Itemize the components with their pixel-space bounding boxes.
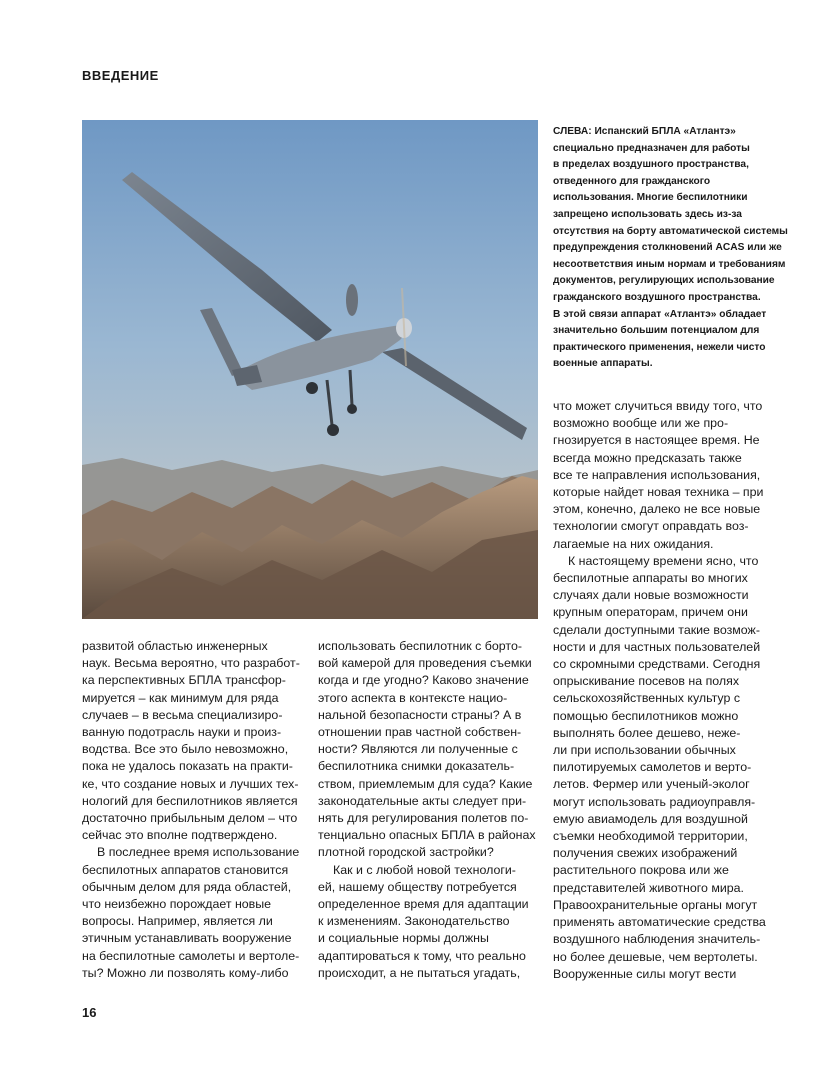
text-line: тенциально опасных БПЛА в районах bbox=[318, 828, 536, 843]
text-line: этого аспекта в контексте нацио- bbox=[318, 690, 508, 705]
text-line: нять для регулирования полетов по- bbox=[318, 811, 529, 826]
paragraph bbox=[553, 398, 774, 553]
caption-line: значительно большим потенциалом для bbox=[553, 325, 760, 337]
text-line: вой камерой для проведения съемки bbox=[318, 656, 532, 671]
text-line: ством, приемлемым для суда? Какие bbox=[318, 776, 533, 791]
text-line: законодательные акты следует при- bbox=[318, 793, 527, 808]
paragraph bbox=[82, 844, 307, 982]
text-line: достаточно прибыльным делом – что bbox=[82, 811, 298, 826]
text-line: К настоящему времени ясно, что bbox=[568, 553, 759, 568]
text-line: беспилотника снимки доказатель- bbox=[318, 759, 515, 774]
text-line: что неизбежно порождает новые bbox=[82, 897, 272, 912]
text-line: сделали доступными такие возмож- bbox=[553, 622, 760, 637]
paragraph bbox=[553, 553, 774, 983]
caption-line: практического применения, нежели чисто bbox=[553, 341, 766, 353]
text-line: могут использовать радиоуправля- bbox=[553, 794, 756, 809]
text-line: случаев – в весьма специализиро- bbox=[82, 707, 283, 722]
photo-caption bbox=[553, 124, 793, 373]
text-column-1 bbox=[82, 638, 307, 982]
text-line: которые найдет новая техника – при bbox=[553, 485, 764, 500]
text-line: съемки необходимой территории, bbox=[553, 829, 748, 844]
text-line: беспилотные аппараты во многих bbox=[553, 571, 748, 586]
caption-line: гражданского воздушного пространства. bbox=[553, 291, 761, 303]
text-line: водства. Все это было невозможно, bbox=[82, 742, 289, 757]
text-line: обычным делом для ряда областей, bbox=[82, 879, 292, 894]
text-line: наук. Весьма вероятно, что разработ- bbox=[82, 656, 300, 671]
text-line: случаях дали новые возможности bbox=[553, 588, 749, 603]
text-line: ка перспективных БПЛА трансфор- bbox=[82, 673, 286, 688]
text-line: сельскохозяйственных культур с bbox=[553, 691, 741, 706]
text-line: беспилотных аппаратов становится bbox=[82, 862, 289, 877]
text-line: нальной безопасности страны? А в bbox=[318, 707, 522, 722]
text-line: развитой областью инженерных bbox=[82, 639, 268, 653]
text-line: на беспилотные самолеты и вертоле- bbox=[82, 948, 300, 963]
text-line: воздушного наблюдения значитель- bbox=[553, 932, 761, 947]
text-line: Правоохранительные органы могут bbox=[553, 897, 758, 912]
text-line: ке, что создание новых и лучших тех- bbox=[82, 776, 299, 791]
paragraph bbox=[318, 638, 540, 862]
text-line: Как и с любой новой технологи- bbox=[333, 862, 516, 877]
text-line: происходит, а не пытаться угадать, bbox=[318, 965, 521, 980]
text-line: нологий для беспилотников является bbox=[82, 793, 298, 808]
text-line: этом, конечно, далеко не все новые bbox=[553, 502, 761, 517]
text-line: к изменениям. Законодательство bbox=[318, 914, 510, 929]
text-column-3 bbox=[553, 398, 774, 983]
text-line: и социальные нормы должны bbox=[318, 931, 489, 946]
caption-line: запрещено использовать здесь из-за bbox=[553, 208, 742, 220]
text-line: пока не удалось показать на практи- bbox=[82, 759, 293, 774]
text-line: со скромными средствами. Сегодня bbox=[553, 657, 761, 672]
text-line: Вооруженные силы могут вести bbox=[553, 966, 737, 981]
text-line: лагаемые на них ожидания. bbox=[553, 536, 714, 551]
text-line: емую авиамодель для воздушной bbox=[553, 811, 748, 826]
paragraph bbox=[318, 862, 540, 982]
caption-line: военные аппараты. bbox=[553, 358, 653, 370]
text-line: технологии смогут оправдать воз- bbox=[553, 519, 749, 534]
text-line: сейчас это вполне подтверждено. bbox=[82, 828, 278, 843]
text-line: ты? Можно ли позволять кому-либо bbox=[82, 965, 289, 980]
text-line: когда и где угодно? Каково значение bbox=[318, 673, 529, 688]
caption-line: несоответствия иным нормам и требованиям bbox=[553, 258, 786, 270]
text-line: представителей животного мира. bbox=[553, 880, 745, 895]
paragraph bbox=[82, 638, 307, 844]
text-line: выполнять более дешево, неже- bbox=[553, 725, 741, 740]
text-line: применять автоматические средства bbox=[553, 915, 766, 930]
caption-line: в пределах воздушного пространства, bbox=[553, 159, 749, 171]
text-line: что может случиться ввиду того, что bbox=[553, 399, 763, 413]
text-line: но более дешевые, чем вертолеты. bbox=[553, 949, 758, 964]
text-line: отношении прав частной собствен- bbox=[318, 725, 522, 740]
text-line: ей, нашему обществу потребуется bbox=[318, 879, 517, 894]
text-line: В последнее время использование bbox=[97, 845, 300, 860]
text-line: использовать беспилотник с борто- bbox=[318, 639, 522, 653]
text-line: все те направления использования, bbox=[553, 467, 761, 482]
text-line: помощью беспилотников можно bbox=[553, 708, 739, 723]
text-line: адаптироваться к тому, что реально bbox=[318, 948, 526, 963]
text-line: летов. Фермер или ученый-эколог bbox=[553, 777, 750, 792]
text-line: мируется – как минимум для ряда bbox=[82, 690, 279, 705]
section-title: ВВЕДЕНИЕ bbox=[82, 68, 159, 83]
text-line: плотной городской застройки? bbox=[318, 845, 494, 860]
text-line: пилотируемых самолетов и верто- bbox=[553, 760, 752, 775]
text-column-2 bbox=[318, 638, 540, 982]
caption-line: В этой связи аппарат «Атлантэ» обладает bbox=[553, 308, 767, 320]
text-line: растительного покрова или же bbox=[553, 863, 729, 878]
caption-line: документов, регулирующих использование bbox=[553, 275, 775, 287]
caption-line: предупреждения столкновений ACAS или же bbox=[553, 242, 782, 254]
caption-line: отсутствия на борту автоматической системы bbox=[553, 225, 788, 237]
caption-line: специально предназначен для работы bbox=[553, 142, 750, 154]
text-line: крупным операторам, причем они bbox=[553, 605, 748, 620]
page-number: 16 bbox=[82, 1005, 97, 1020]
text-line: гнозируется в настоящее время. Не bbox=[553, 433, 760, 448]
text-line: вопросы. Например, является ли bbox=[82, 914, 273, 929]
text-line: ванную подотрасль науки и произ- bbox=[82, 725, 282, 740]
text-line: определенное время для адаптации bbox=[318, 897, 529, 912]
text-line: ли при использовании обычных bbox=[553, 743, 736, 758]
caption-line: СЛЕВА: Испанский БПЛА «Атлантэ» bbox=[553, 126, 736, 137]
text-line: всегда можно предсказать также bbox=[553, 450, 742, 465]
text-line: возможно вообще или же про- bbox=[553, 416, 729, 431]
text-line: ности и для частных пользователей bbox=[553, 639, 761, 654]
text-line: ности? Являются ли полученные с bbox=[318, 742, 518, 757]
caption-line: отведенного для гражданского bbox=[553, 175, 711, 187]
uav-photo bbox=[82, 120, 538, 619]
caption-line: использования. Многие беспилотники bbox=[553, 192, 748, 204]
text-line: получения свежих изображений bbox=[553, 846, 738, 861]
text-line: этичным устанавливать вооружение bbox=[82, 931, 292, 946]
text-line: опрыскивание посевов на полях bbox=[553, 674, 740, 689]
